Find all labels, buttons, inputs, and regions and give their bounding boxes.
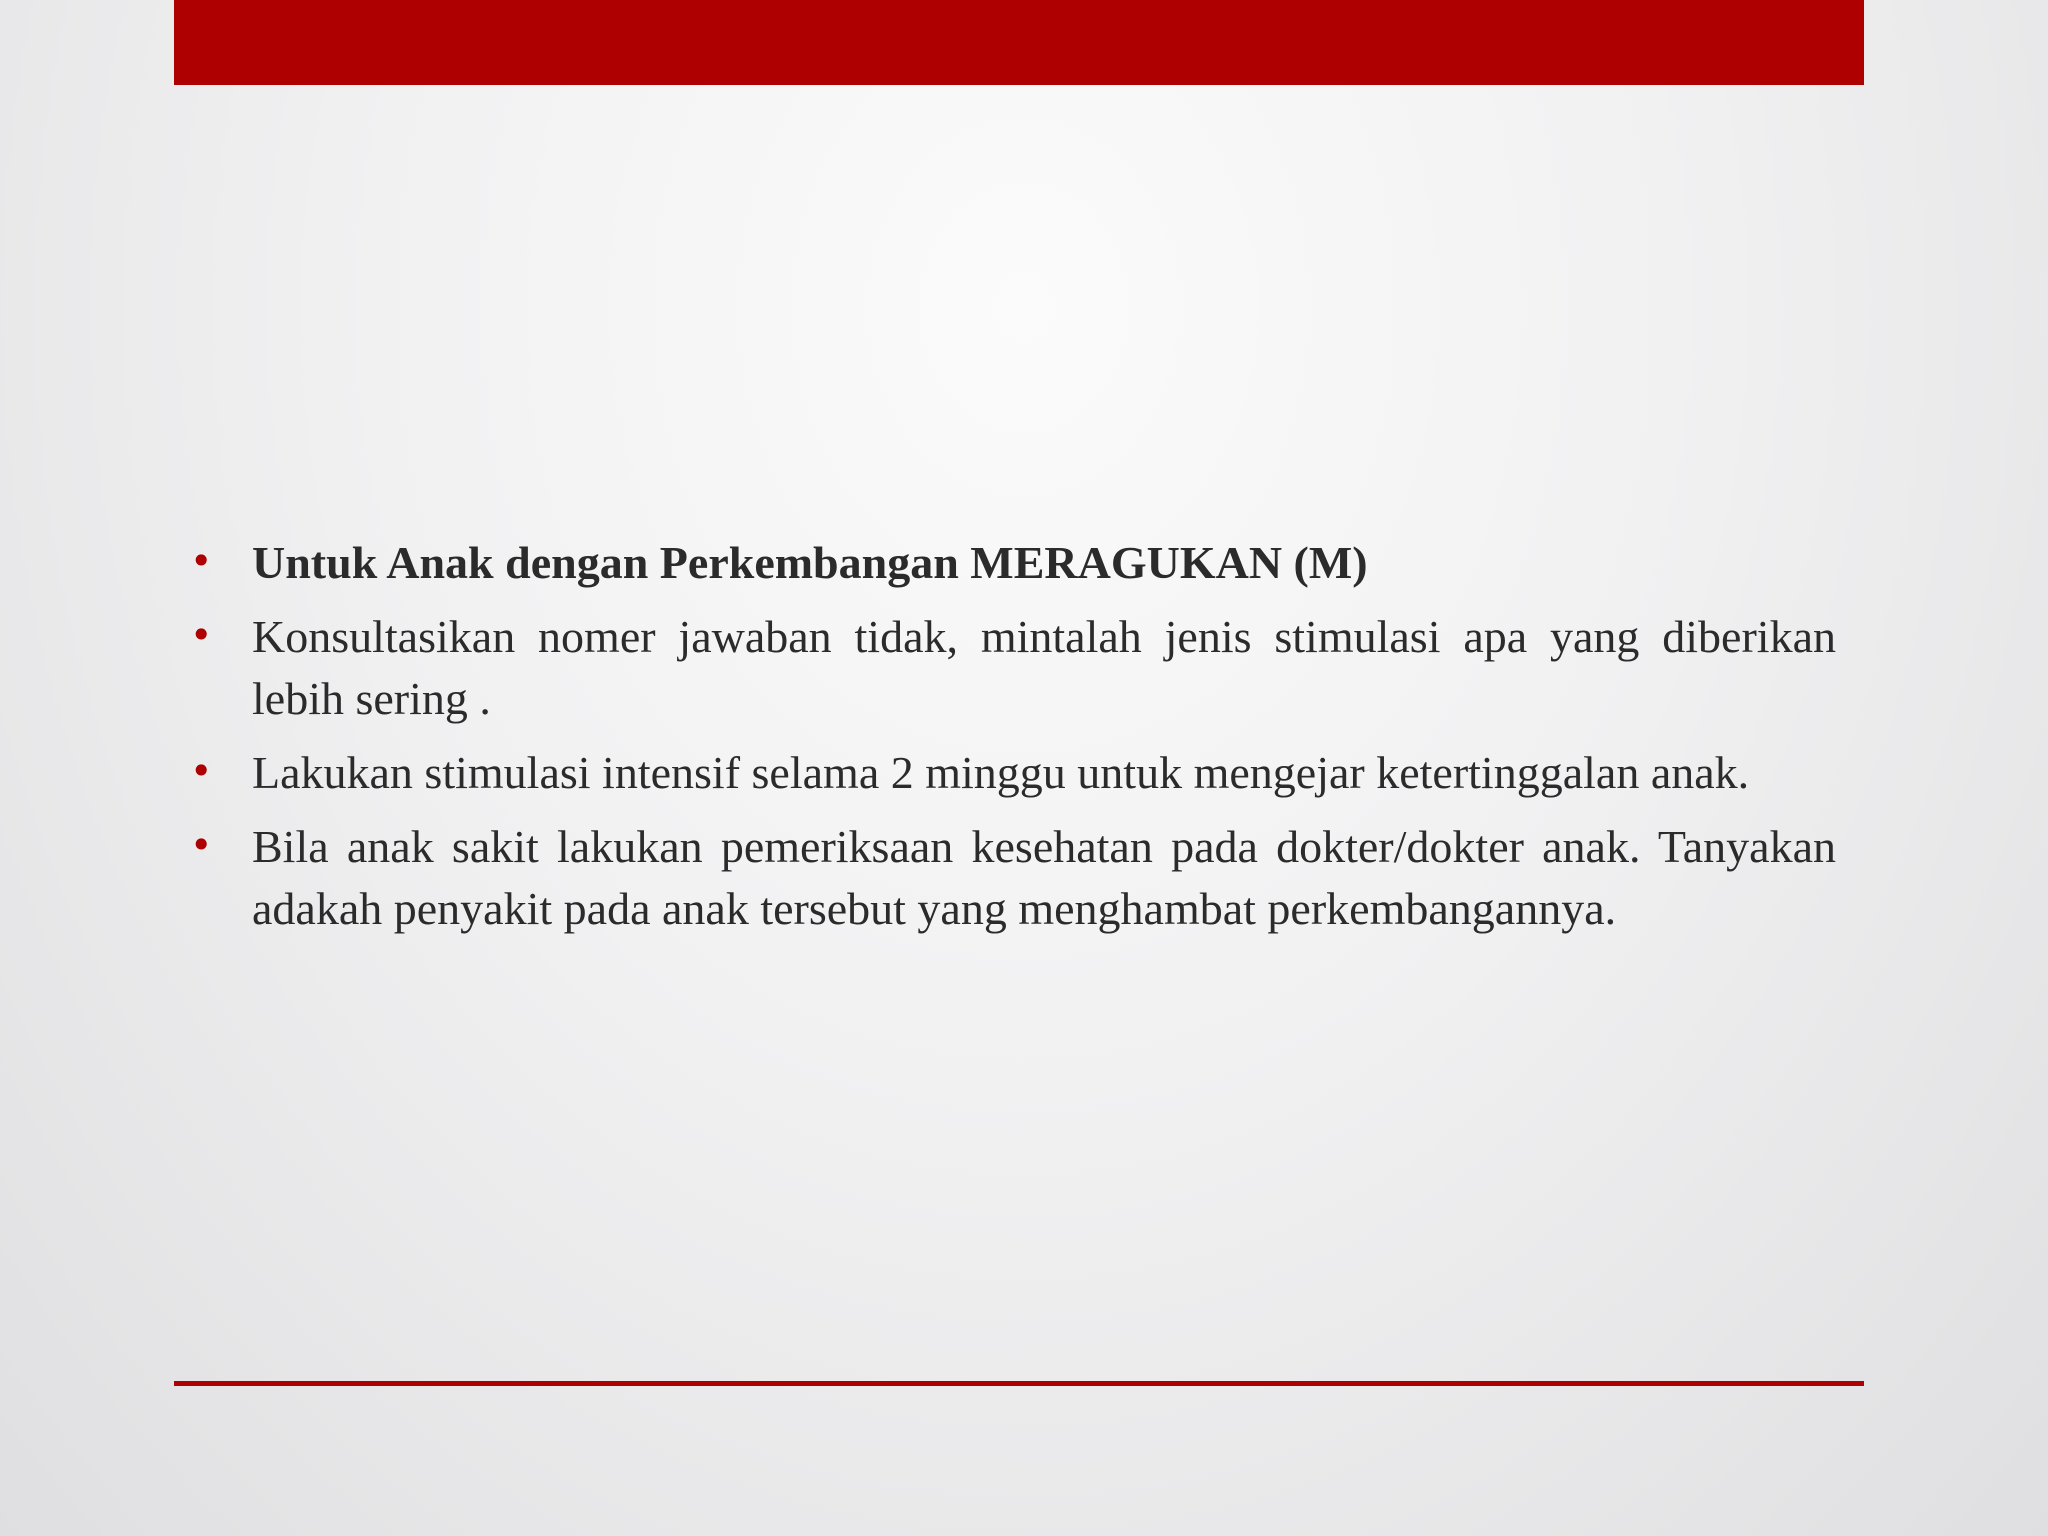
bullet-text: Untuk Anak dengan Perkembangan MERAGUKAN (M) [252, 537, 1368, 588]
bullet-text: Konsultasikan nomer jawaban tidak, mintalah jenis stimulasi apa yang diberikan lebih sering . [252, 611, 1836, 724]
bullet-dot-icon: • [190, 823, 213, 867]
slide-content [180, 532, 1836, 952]
bullet-item [180, 606, 1836, 730]
bullet-dot-icon: • [190, 539, 213, 583]
footer-divider [174, 1381, 1864, 1386]
bullet-text: Lakukan stimulasi intensif selama 2 minggu untuk mengejar ketertinggalan anak. [252, 747, 1750, 798]
bullet-item-heading [180, 532, 1836, 594]
bullet-dot-icon: • [190, 613, 213, 657]
header-bar [174, 0, 1864, 85]
bullet-list [180, 532, 1836, 940]
bullet-item [180, 816, 1836, 940]
bullet-dot-icon: • [190, 749, 213, 793]
bullet-item [180, 742, 1836, 804]
bullet-text: Bila anak sakit lakukan pemeriksaan kesehatan pada dokter/dokter anak. Tanyakan adakah penyakit pada anak tersebut yang menghambat perkembangannya. [252, 821, 1836, 934]
